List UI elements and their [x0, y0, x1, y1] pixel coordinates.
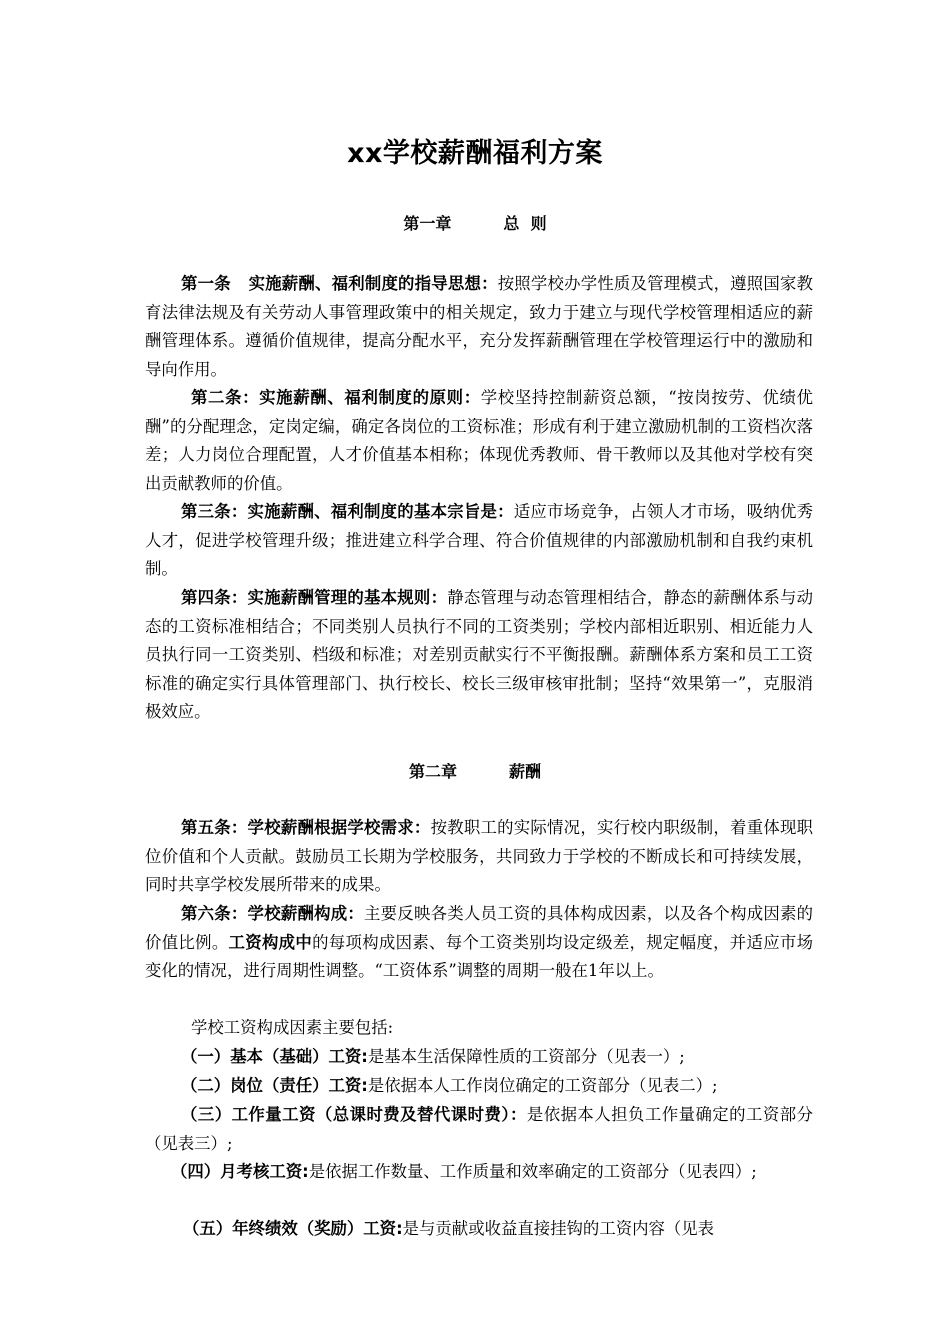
list-item [145, 1043, 813, 1072]
chapter-name: 总 则 [503, 214, 547, 233]
article-body: 学校坚持控制薪资总额，“按岗按劳、优绩优酬”的分配理念，定岗定编，确定各岗位的工资标准；形成有利于建立激励机制的工资档次落差；人力岗位合理配置，人才价值基本相称；体现优秀教师、骨干教师以及其他对学校有突出贡献教师的价值。 [145, 388, 813, 493]
list-item [145, 1072, 813, 1101]
article-heading: 第一条 实施薪酬、福利制度的指导思想： [181, 274, 498, 293]
article-2-paragraph [145, 384, 813, 498]
article-heading: 第四条：实施薪酬管理的基本规则： [181, 588, 448, 607]
article-body-continued: 的每项构成因素、每个工资类别均设定级差，规定幅度，并适应市场变化的情况，进行周期性调整。“工资体系”调整的周期一般在1年以上。 [145, 932, 814, 981]
item-body: 是与贡献或收益直接挂钩的工资内容（见表 [402, 1219, 715, 1238]
article-4-paragraph [145, 584, 813, 727]
article-body: 主要反映各类人员工资的具体构成因素，以及各个构成因素的价值比例。 [145, 904, 814, 952]
item-heading: （四）月考核工资: [171, 1162, 309, 1181]
emphasis-text: 工资构成中 [228, 932, 313, 952]
item-heading: （二）岗位（责任）工资: [181, 1076, 368, 1095]
article-1-paragraph [145, 270, 813, 384]
chapter-name: 薪酬 [509, 762, 542, 781]
document-title: xx学校薪酬福利方案 [347, 138, 603, 169]
intro-line: 学校工资构成因素主要包括: [191, 1018, 394, 1037]
item-body: 是依据工作数量、工作质量和效率确定的工资部分（见表四）; [308, 1162, 757, 1181]
item-body: 是依据本人担负工作量确定的工资部分（见表三）; [145, 1105, 813, 1153]
item-body: 是依据本人工作岗位确定的工资部分（见表二）; [367, 1076, 718, 1095]
article-heading: 第三条：实施薪酬、福利制度的基本宗旨是： [181, 502, 514, 521]
article-heading: 第五条：学校薪酬根据学校需求： [181, 818, 431, 837]
article-body: 静态管理与动态管理相结合，静态的薪酬体系与动态的工资标准相结合；不同类别人员执行不同的工资类别；学校内部相近职别、相近能力人员执行同一工资类别、档级和标准；对差别贡献实行不平衡报酬。薪酬体系方案和员工工资标准的确定实行具体管理部门、执行校长、校长三级审核审批制；坚持“效果第一”，克服消极效应。 [145, 588, 814, 722]
list-item [145, 1101, 813, 1158]
chapter-heading-1 [0, 212, 950, 236]
chapter-number: 第一章 [403, 214, 452, 233]
chapter-number: 第二章 [408, 762, 457, 781]
article-heading: 第二条：实施薪酬、福利制度的原则： [191, 388, 481, 407]
article-6-paragraph [145, 900, 813, 986]
list-item [145, 1215, 813, 1244]
article-body: 适应市场竞争，占领人才市场，吸纳优秀人才，促进学校管理升级；推进建立科学合理、符合价值规律的内部激励机制和自我约束机制。 [145, 502, 814, 579]
item-heading: （五）年终绩效（奖励）工资: [183, 1219, 403, 1238]
item-body: 是基本生活保障性质的工资部分（见表一）; [367, 1047, 685, 1066]
article-heading: 第六条：学校薪酬构成： [181, 904, 365, 923]
item-heading: （一）基本（基础）工资: [181, 1047, 368, 1066]
article-body: 按教职工的实际情况，实行校内职级制，着重体现职位价值和个人贡献。鼓励员工长期为学校服务，共同致力于学校的不断成长和可持续发展，同时共享学校发展所带来的成果。 [145, 818, 814, 895]
article-5-paragraph [145, 814, 813, 900]
article-body: 按照学校办学性质及管理模式，遵照国家教育法律法规及有关劳动人事管理政策中的相关规定，致力于建立与现代学校管理相适应的薪酬管理体系。遵循价值规律，提高分配水平，充分发挥薪酬管理在学校管理运行中的激励和导向作用。 [145, 274, 813, 379]
list-item [145, 1158, 813, 1187]
item-heading: （三）工作量工资（总课时费及替代课时费）： [181, 1105, 527, 1124]
article-3-paragraph [145, 498, 813, 584]
chapter-heading-2 [0, 760, 950, 784]
